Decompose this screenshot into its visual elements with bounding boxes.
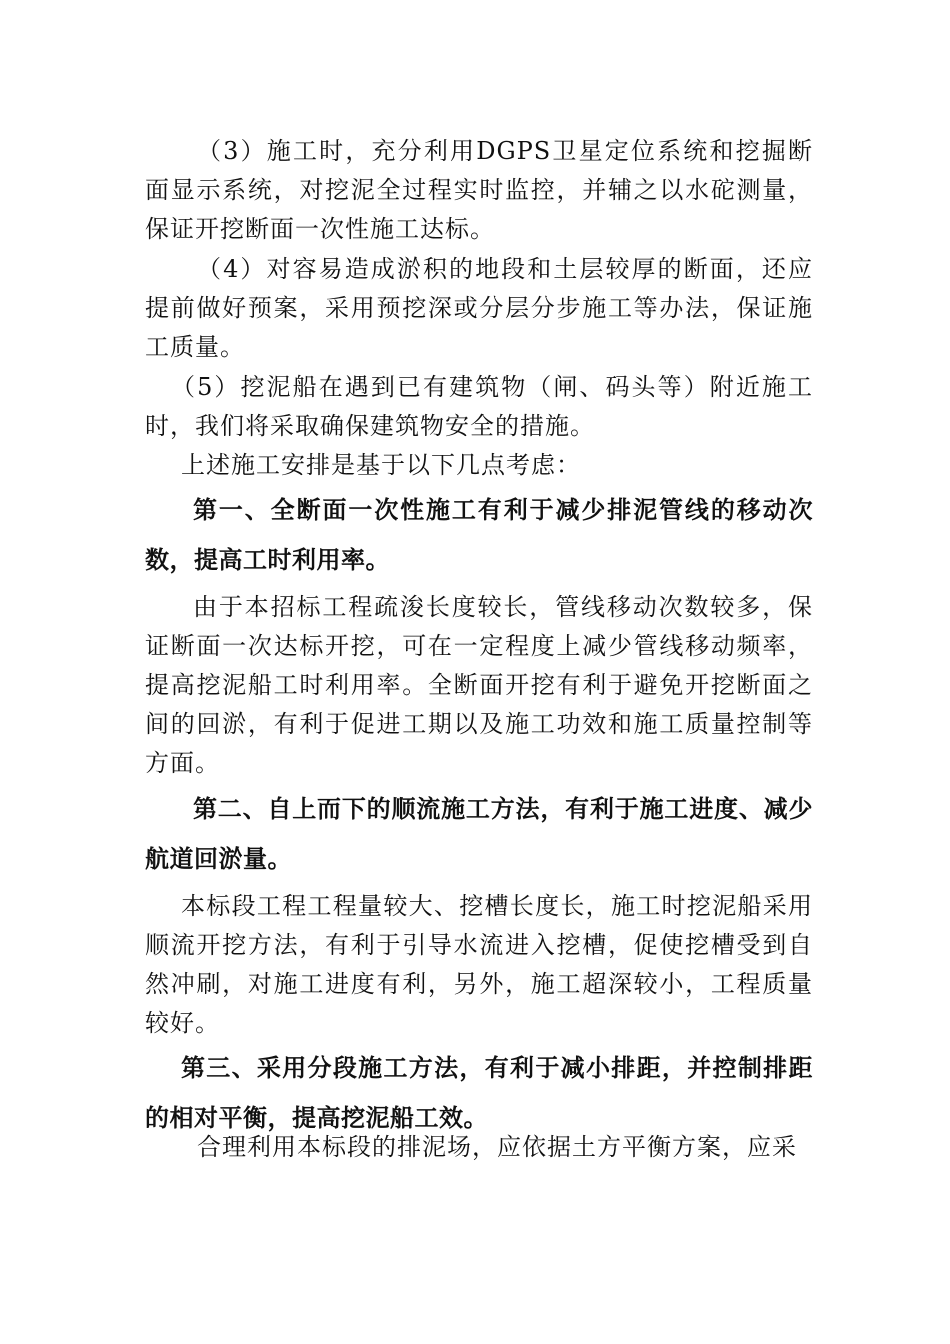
paragraph-point-2-body: 本标段工程工程量较大、挖槽长度长，施工时挖泥船采用顺流开挖方法，有利于引导水流进入挖槽，促使挖槽受到自然冲刷，对施工进度有利，另外，施工超深较小，工程质量较好。 bbox=[145, 892, 813, 1037]
heading-point-2: 第二、自上而下的顺流施工方法，有利于施工进度、减少航道回淤量。 bbox=[145, 795, 813, 873]
paragraph-point-1-body: 由于本招标工程疏浚长度较长，管线移动次数较多，保证断面一次达标开挖，可在一定程度上减少管线移动频率，提高挖泥船工时利用率。全断面开挖有利于避免开挖断面之间的回淤，有利于促进工期以及施工功效和施工质量控制等方面。 bbox=[145, 593, 813, 777]
paragraph-item-5: （5）挖泥船在遇到已有建筑物（闸、码头等）附近施工时，我们将采取确保建筑物安全的措施。 bbox=[145, 373, 813, 440]
paragraph-point-3-body: 合理利用本标段的排泥场，应依据土方平衡方案，应采 bbox=[197, 1133, 797, 1161]
paragraph-item-4: （4）对容易造成淤积的地段和土层较厚的断面，还应提前做好预案，采用预挖深或分层分步施工等办法，保证施工质量。 bbox=[145, 255, 813, 361]
heading-point-3: 第三、采用分段施工方法，有利于减小排距，并控制排距的相对平衡，提高挖泥船工效。 bbox=[145, 1054, 813, 1132]
paragraph-lead-in: 上述施工安排是基于以下几点考虑： bbox=[181, 451, 581, 479]
heading-point-1: 第一、全断面一次性施工有利于减少排泥管线的移动次数，提高工时利用率。 bbox=[145, 496, 813, 574]
paragraph-item-3: （3）施工时，充分利用DGPS卫星定位系统和挖掘断面显示系统，对挖泥全过程实时监控，并辅之以水砣测量，保证开挖断面一次性施工达标。 bbox=[145, 137, 813, 243]
